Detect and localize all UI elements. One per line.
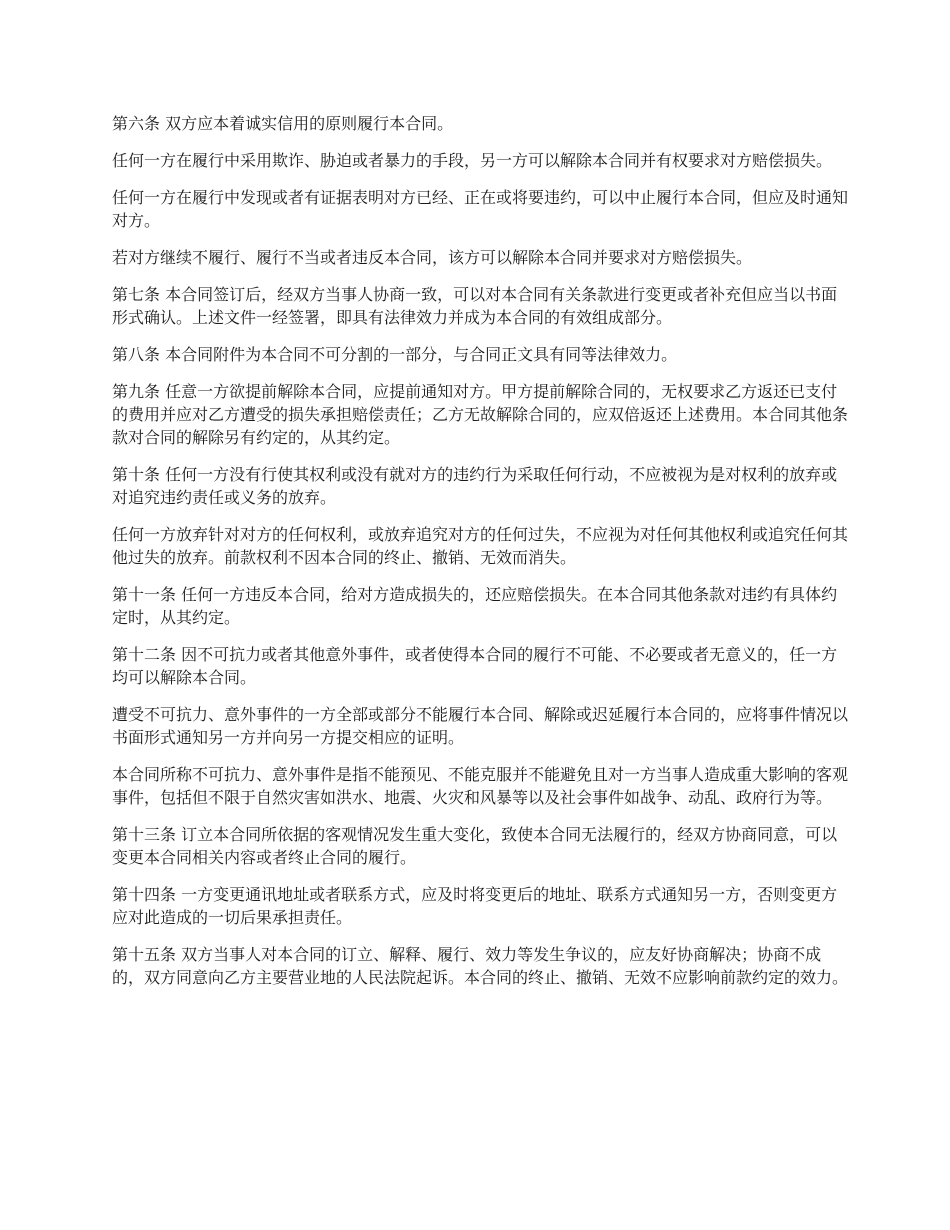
- article-8-paragraph: 第八条 本合同附件为本合同不可分割的一部分，与合同正文具有同等法律效力。: [112, 345, 678, 364]
- article-9-paragraph: 第九条 任意一方欲提前解除本合同，应提前通知对方。甲方提前解除合同的，无权要求乙方返还已支付的费用并应对乙方遭受的损失承担赔偿责任；乙方无故解除合同的，应双倍返还上述费用。本合同其他条款对合同的解除另有约定的，从其约定。: [112, 382, 849, 447]
- article-7-paragraph: 第七条 本合同签订后，经双方当事人协商一致，可以对本合同有关条款进行变更或者补充但应当以书面形式确认。上述文件一经签署，即具有法律效力并成为本合同的有效组成部分。: [112, 285, 838, 327]
- article-6-termination-clause: 若对方继续不履行、履行不当或者违反本合同，该方可以解除本合同并要求对方赔偿损失。: [112, 248, 753, 267]
- article-12-notice-clause: 遭受不可抗力、意外事件的一方全部或部分不能履行本合同、解除或迟延履行本合同的，应将事件情况以书面形式通知另一方并向另一方提交相应的证明。: [112, 705, 849, 747]
- article-6-suspension-clause: 任何一方在履行中发现或者有证据表明对方已经、正在或将要违约，可以中止履行本合同，但应及时通知对方。: [112, 188, 849, 230]
- article-10-waiver-clause: 任何一方放弃针对对方的任何权利，或放弃追究对方的任何过失，不应视为对任何其他权利或追究任何其他过失的放弃。前款权利不因本合同的终止、撤销、无效而消失。: [112, 525, 849, 567]
- contract-document-body: [112, 112, 852, 1003]
- article-13-paragraph: 第十三条 订立本合同所依据的客观情况发生重大变化，致使本合同无法履行的，经双方协商同意，可以变更本合同相关内容或者终止合同的履行。: [112, 825, 838, 867]
- article-12-paragraph: 第十二条 因不可抗力或者其他意外事件，或者使得本合同的履行不可能、不必要或者无意义的，任一方均可以解除本合同。: [112, 645, 838, 687]
- article-10-paragraph: 第十条 任何一方没有行使其权利或没有就对方的违约行为采取任何行动，不应被视为是对权利的放弃或对追究违约责任或义务的放弃。: [112, 465, 838, 507]
- article-11-paragraph: 第十一条 任何一方违反本合同，给对方造成损失的，还应赔偿损失。在本合同其他条款对违约有具体约定时，从其约定。: [112, 585, 838, 627]
- article-6-paragraph: 第六条 双方应本着诚实信用的原则履行本合同。: [112, 114, 454, 133]
- article-12-force-majeure-definition: 本合同所称不可抗力、意外事件是指不能预见、不能克服并不能避免且对一方当事人造成重大影响的客观事件，包括但不限于自然灾害如洪水、地震、火灾和风暴等以及社会事件如战争、动乱、政府行为等。: [112, 765, 849, 807]
- article-15-paragraph: 第十五条 双方当事人对本合同的订立、解释、履行、效力等发生争议的，应友好协商解决；协商不成的，双方同意向乙方主要营业地的人民法院起诉。本合同的终止、撤销、无效不应影响前款约定的效力。: [112, 945, 849, 987]
- article-14-paragraph: 第十四条 一方变更通讯地址或者联系方式，应及时将变更后的地址、联系方式通知另一方，否则变更方应对此造成的一切后果承担责任。: [112, 885, 838, 927]
- article-6-fraud-clause: 任何一方在履行中采用欺诈、胁迫或者暴力的手段，另一方可以解除本合同并有权要求对方赔偿损失。: [112, 151, 833, 170]
